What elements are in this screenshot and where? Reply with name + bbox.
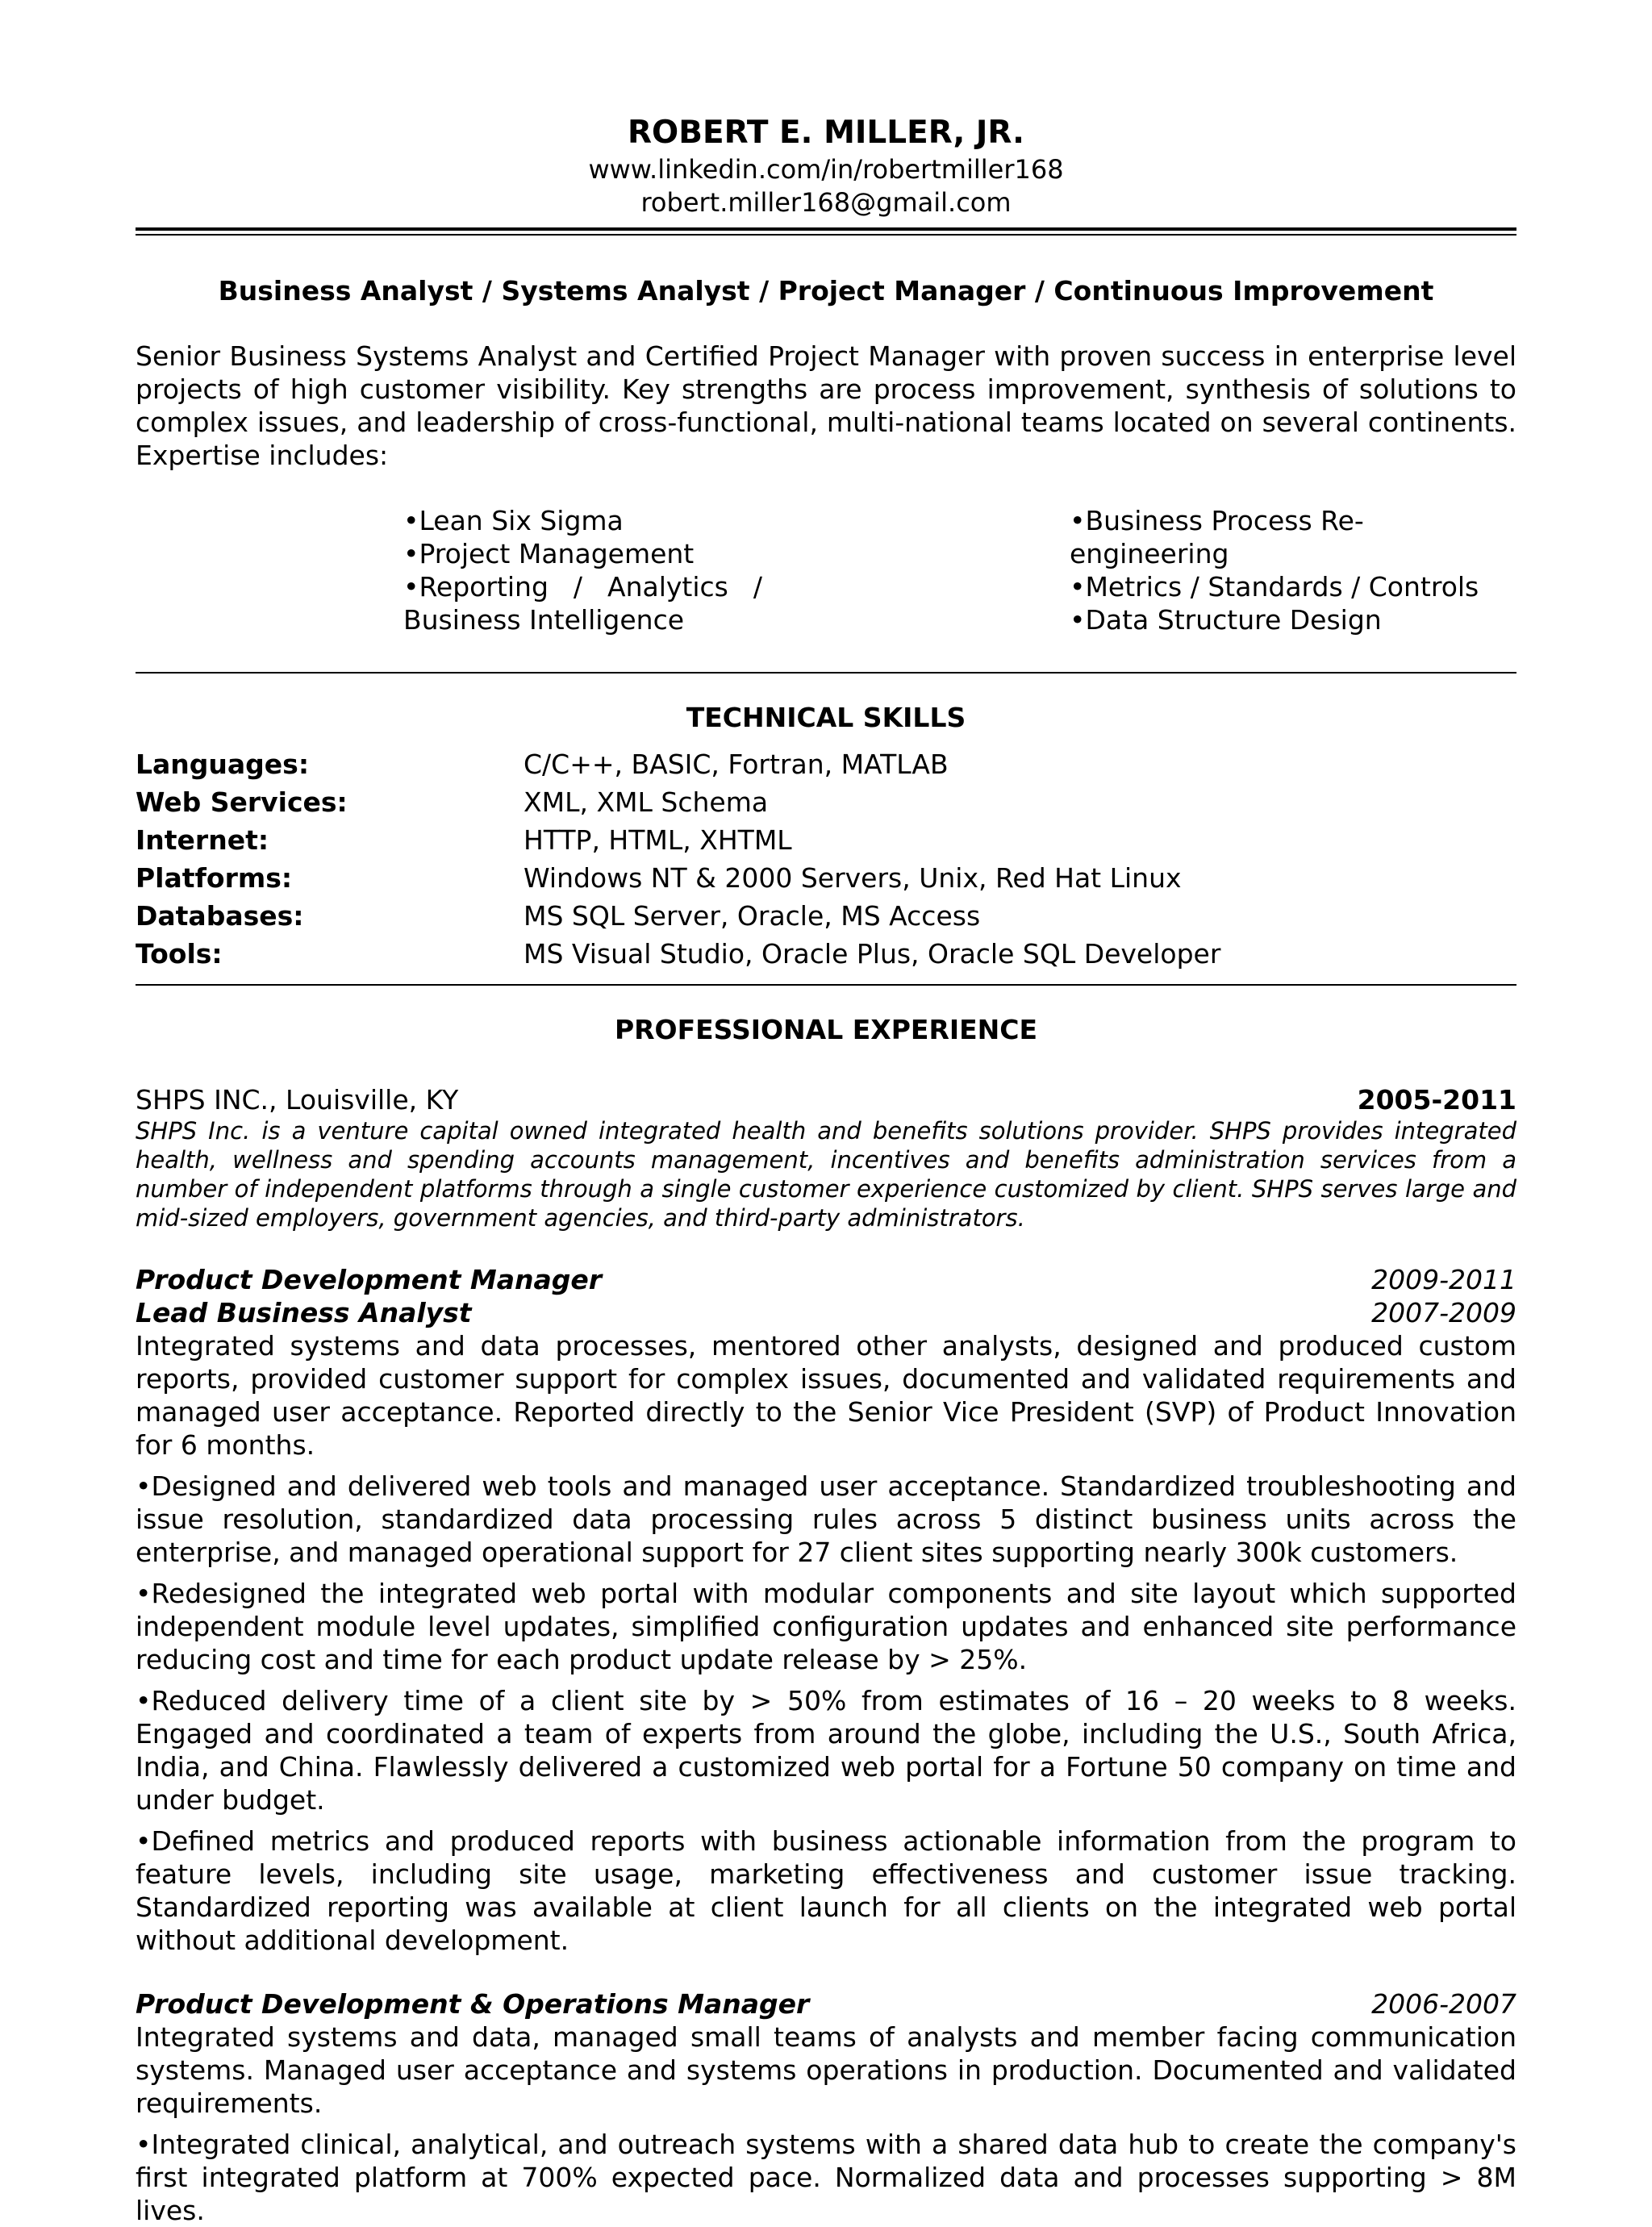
expertise-item: •Lean Six Sigma [403,505,624,536]
header-divider [136,227,1516,236]
role-years: 2007-2009 [1371,1297,1516,1328]
skill-value: MS SQL Server, Oracle, MS Access [524,900,981,932]
role-years: 2009-2011 [1371,1264,1516,1295]
expertise-item: •Metrics / Standards / Controls [1070,571,1479,603]
candidate-name: ROBERT E. MILLER, JR. [628,115,1024,151]
role-block [136,1263,1516,1957]
skill-row [136,935,1516,973]
role-summary: Integrated systems and data, managed small teams of analysts and member facing communication systems. Managed user acceptance and systems operations in production. Documented and validated requirements. [136,2021,1516,2119]
skill-label: Languages: [136,749,310,780]
skill-value: HTTP, HTML, XHTML [524,824,792,856]
skill-label: Databases: [136,900,304,932]
expertise-item: •Business Process Re-engineering [1070,505,1364,569]
skill-row [136,783,1516,821]
skill-label: Platforms: [136,862,293,894]
achievement-bullet: •Redesigned the integrated web portal with modular components and site layout which supported independent module level updates, simplified configuration updates and enhanced site performance reducing cost and time for each product update release by > 25%. [136,1578,1516,1675]
expertise-column-left [403,504,762,636]
skill-label: Web Services: [136,786,348,818]
section-divider [136,984,1516,986]
role-row [136,1296,1516,1329]
skill-label: Internet: [136,824,269,856]
expertise-column-right [1070,504,1521,636]
role-summary: Integrated systems and data processes, mentored other analysts, designed and produced custom reports, provided customer support for complex issues, documented and validated requirements and managed user acceptance. Reported directly to the Senior Vice President (SVP) of Product Innovation for 6 months. [136,1330,1516,1461]
professional-headline: Business Analyst / Systems Analyst / Project Manager / Continuous Improvement [218,275,1434,307]
role-row [136,1987,1516,2021]
achievement-bullet: •Defined metrics and produced reports with business actionable information from the program to feature levels, including site usage, marketing effectiveness and customer issue tracking. Standardized reporting was available at client launch for all clients on the integrated web portal without additional development. [136,1825,1516,1956]
skill-value: Windows NT & 2000 Servers, Unix, Red Hat Linux [524,862,1182,894]
section-divider [136,672,1516,674]
skill-row [136,745,1516,783]
skill-label: Tools: [136,938,223,970]
skill-row [136,859,1516,897]
role-title: Lead Business Analyst [136,1297,472,1328]
role-title: Product Development & Operations Manager [136,1988,810,2020]
achievement-bullet: •Reduced delivery time of a client site by > 50% from estimates of 16 – 20 weeks to 8 weeks. Engaged and coordinated a team of experts from around the globe, including the U.S., South Africa, India, and China. Flawlessly delivered a customized web portal for a Fortune 50 company on time and under budget. [136,1685,1516,1816]
skill-row [136,897,1516,935]
role-block [136,1987,1516,2227]
expertise-item: •Data Structure Design [1070,604,1382,636]
company-row [136,1083,1516,1116]
expertise-item: •Project Management [403,538,695,569]
role-years: 2006-2007 [1371,1988,1516,2020]
expertise-item: •Reporting / Analytics / [403,571,762,603]
company-description: SHPS Inc. is a venture capital owned integrated health and benefits solutions provider. SHPS provides integrated health, wellness and spending accounts management, incentives and benefits administration services from a number of independent platforms through a single customer experience customized by client. SHPS serves large and mid-sized employers, government agencies, and third-party administrators. [136,1117,1516,1232]
skill-value: XML, XML Schema [524,786,769,818]
resume-content [136,113,1516,2227]
company-name: SHPS INC., Louisville, KY [136,1084,459,1116]
technical-skills-table [136,745,1516,973]
skill-row [136,821,1516,859]
email-address: robert.miller168@gmail.com [640,187,1012,218]
achievement-bullet: •Designed and delivered web tools and managed user acceptance. Standardized troubleshooting and issue resolution, standardized data processing rules across 5 distinct business units across the enterprise, and managed operational support for 27 client sites supporting nearly 300k customers. [136,1470,1516,1568]
linkedin-url: www.linkedin.com/in/robertmiller168 [588,154,1064,185]
expertise-list [136,504,1516,636]
skill-value: MS Visual Studio, Oracle Plus, Oracle SQL Developer [524,938,1221,970]
role-title: Product Development Manager [136,1264,602,1295]
experience-heading: PROFESSIONAL EXPERIENCE [614,1014,1038,1045]
expertise-item: Business Intelligence [403,604,685,636]
role-row [136,1263,1516,1296]
technical-skills-heading: TECHNICAL SKILLS [686,702,966,733]
professional-summary: Senior Business Systems Analyst and Certified Project Manager with proven success in enterprise level projects of high customer visibility. Key strengths are process improvement, synthesis of solutions to complex issues, and leadership of cross-functional, multi-national teams located on several continents. Expertise includes: [136,340,1516,471]
company-years: 2005-2011 [1357,1084,1516,1116]
achievement-bullet: •Integrated clinical, analytical, and outreach systems with a shared data hub to create the company's first integrated platform at 700% expected pace. Normalized data and processes supporting > 8M lives. [136,2129,1516,2226]
skill-value: C/C++, BASIC, Fortran, MATLAB [524,749,949,780]
